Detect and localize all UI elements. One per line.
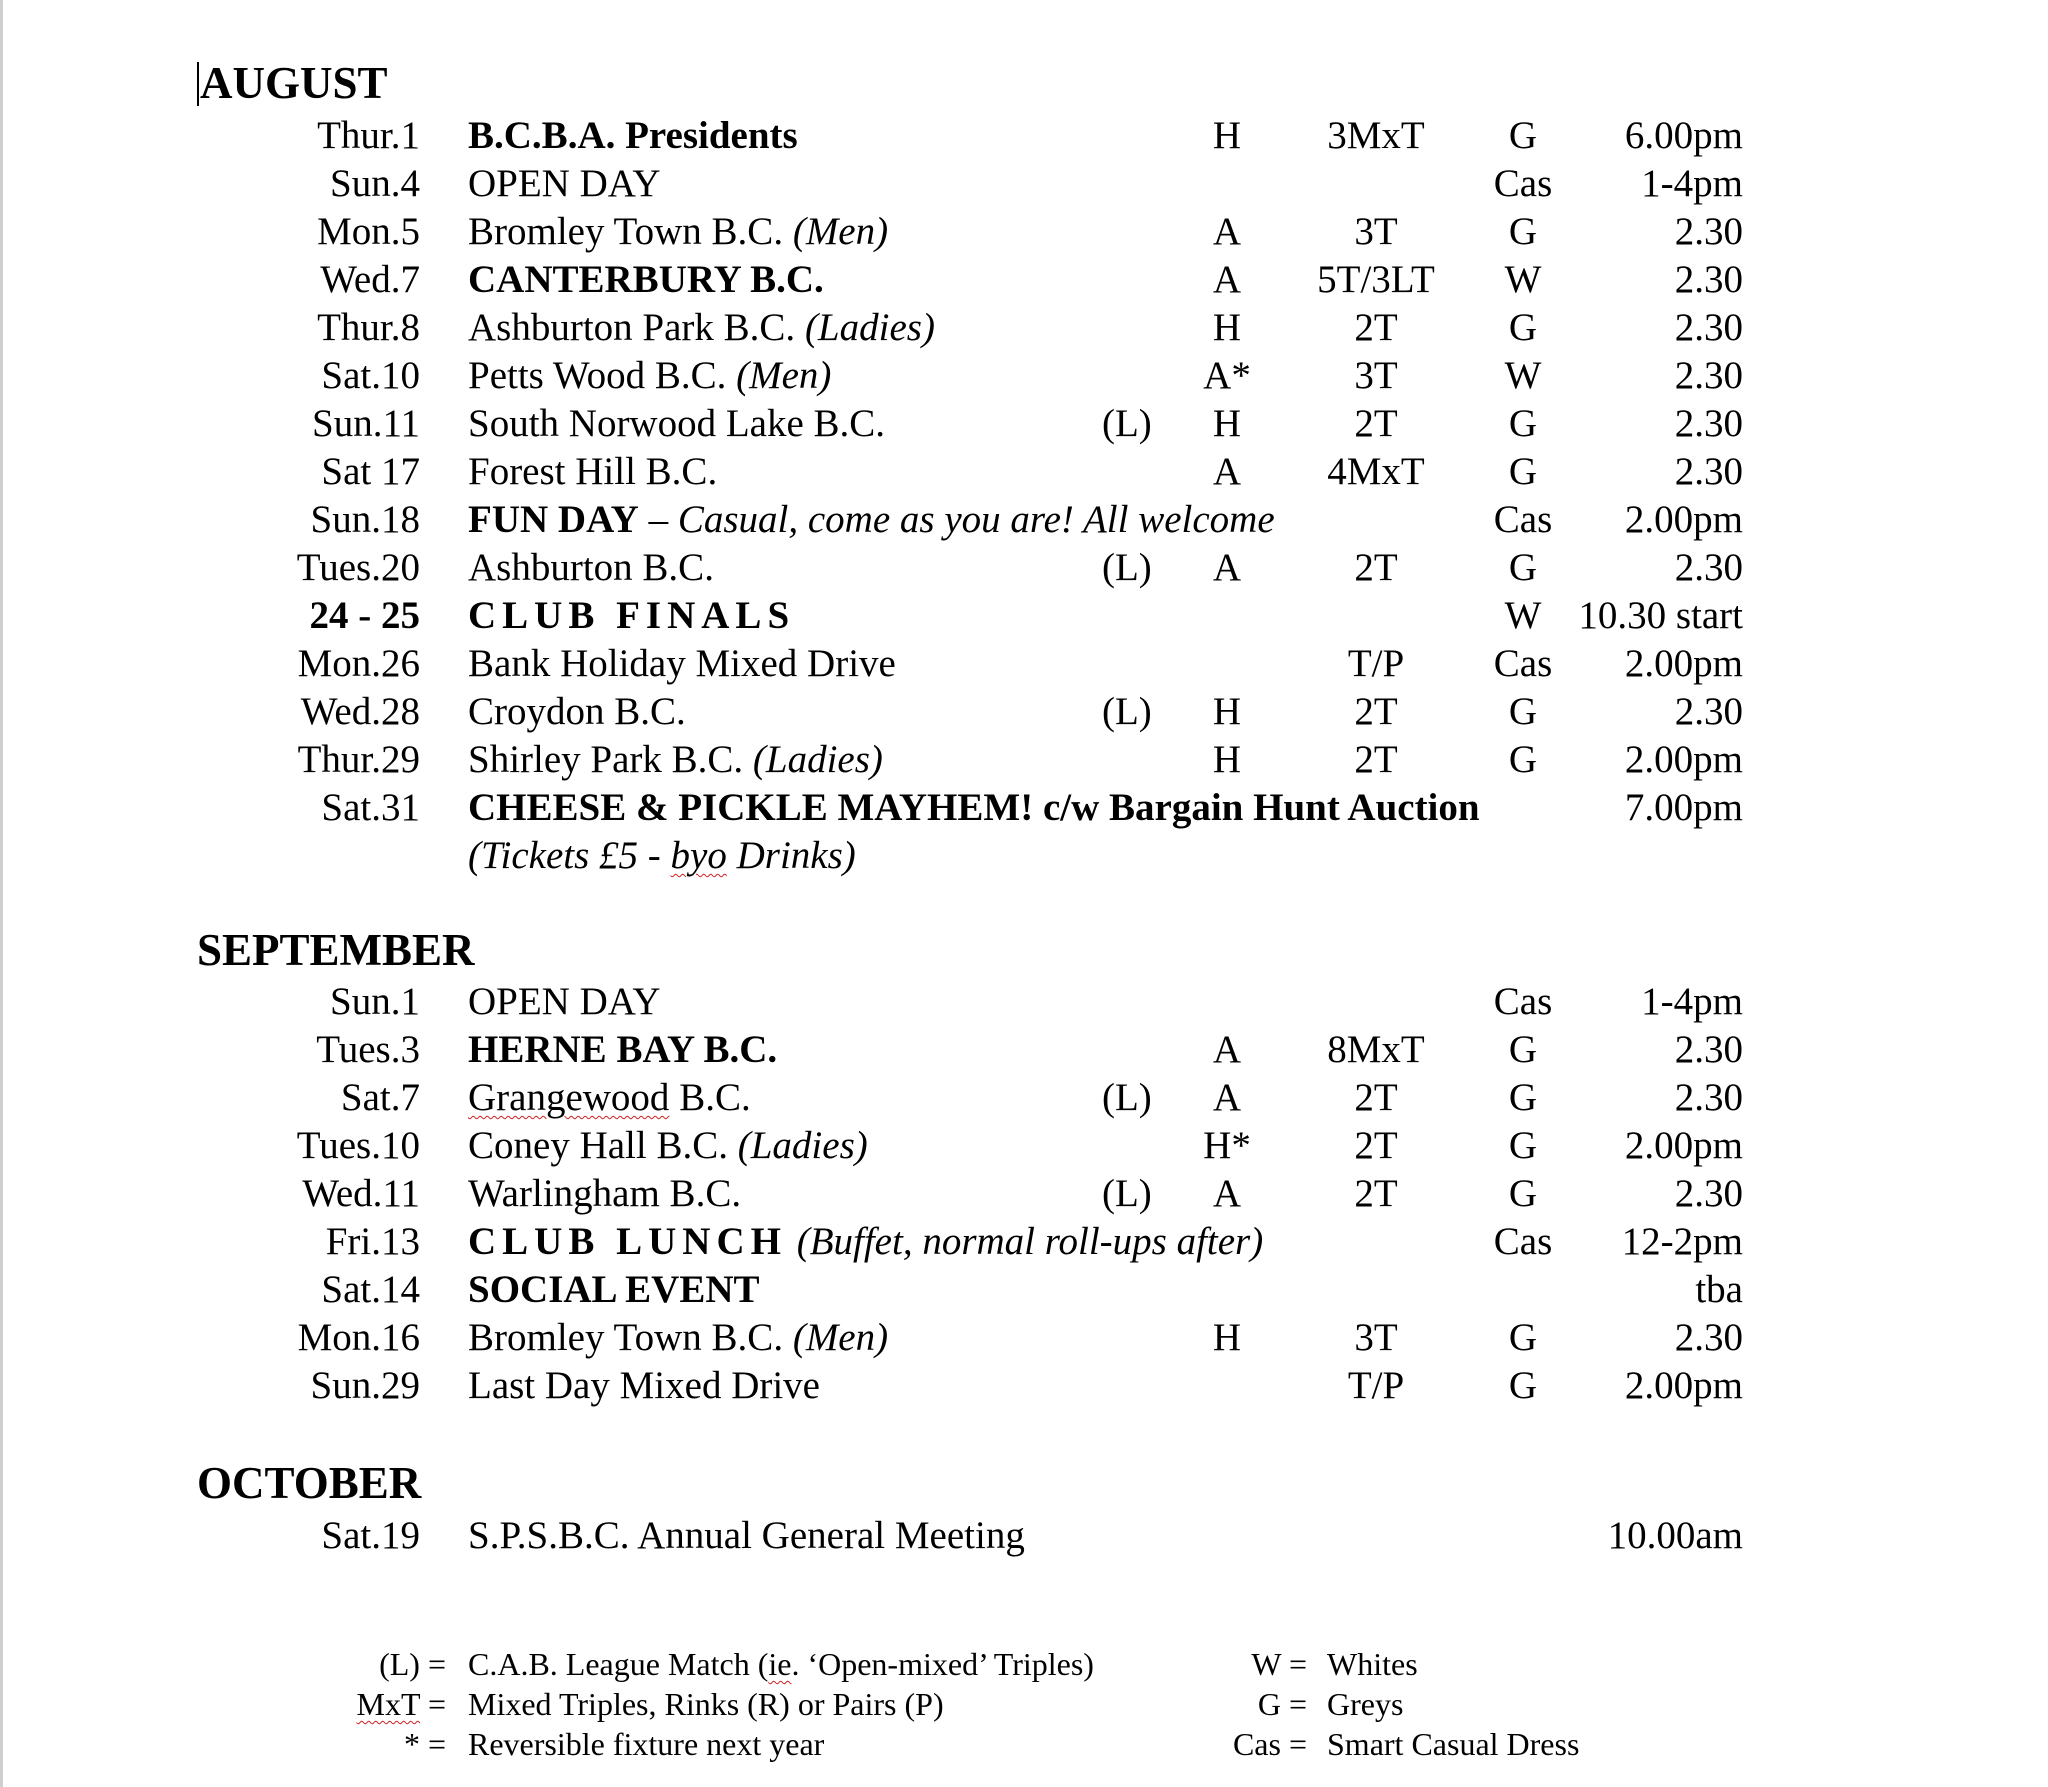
fixture-date: Sun.4 — [330, 162, 420, 205]
fixture-time: 10.00am — [1607, 1514, 1743, 1557]
fixture-event: OPEN DAY — [468, 162, 661, 205]
ticket-note: (Tickets £5 - byo Drinks) — [468, 834, 856, 877]
fixture-date: Mon.5 — [317, 210, 420, 253]
fixture-time: 2.30 — [1674, 258, 1743, 301]
fixture-time: 2.00pm — [1624, 1364, 1743, 1407]
fixture-event: Bromley Town B.C. (Men) — [468, 1316, 889, 1359]
fixture-date: Wed.11 — [302, 1172, 420, 1215]
fixture-event: Ashburton Park B.C. (Ladies) — [468, 306, 935, 349]
month-heading-october: OCTOBER — [197, 1458, 422, 1508]
fixture-event: B.C.B.A. Presidents — [468, 114, 798, 157]
fixture-event: Warlingham B.C. — [468, 1172, 742, 1215]
fixture-time: 6.00pm — [1624, 114, 1743, 157]
fixture-row: Thur.29 Shirley Park B.C. (Ladies) H 2T G 2.00pm — [0, 736, 2048, 784]
fixture-time: 2.30 — [1674, 402, 1743, 445]
league-marker: (L) — [1102, 690, 1152, 733]
fixture-date: Mon.26 — [297, 642, 420, 685]
fixture-row — [0, 1266, 2048, 1314]
key-symbol: MxT = — [356, 1686, 446, 1722]
fixture-time: 2.30 — [1674, 1316, 1743, 1359]
fixture-row: Sat.10 Petts Wood B.C. (Men) A* 3T W 2.30 — [0, 352, 2048, 400]
league-marker: (L) — [1102, 1172, 1152, 1215]
fixture-event: FUN DAY – Casual, come as you are! All welcome — [468, 498, 1275, 541]
fixture-date: Sun.1 — [330, 980, 420, 1023]
fixture-row: Tues.20 Ashburton B.C. (L) A 2T G 2.30 — [0, 544, 2048, 592]
fixture-row: Wed.7 CANTERBURY B.C. A 5T/3LT W 2.30 — [0, 256, 2048, 304]
fixture-row: Sat.7 Grangewood B.C. (L) A 2T G 2.30 — [0, 1074, 2048, 1122]
fixture-event: Petts Wood B.C. (Men) — [468, 354, 832, 397]
fixture-row: Tues.10 Coney Hall B.C. (Ladies) H* 2T G 2.00pm — [0, 1122, 2048, 1170]
key-description: Whites — [1327, 1646, 1418, 1682]
text-cursor — [197, 62, 199, 106]
fixture-time: 2.30 — [1674, 354, 1743, 397]
fixture-event: Last Day Mixed Drive — [468, 1364, 820, 1407]
fixture-time: 2.00pm — [1624, 642, 1743, 685]
fixture-date: Tues.20 — [296, 546, 420, 589]
fixture-row: Mon.16 Bromley Town B.C. (Men) H 3T G 2.30 — [0, 1314, 2048, 1362]
fixture-time: 2.30 — [1674, 690, 1743, 733]
fixture-row: Tues.3 HERNE BAY B.C. A 8MxT G 2.30 — [0, 1026, 2048, 1074]
fixture-note-row — [0, 832, 2048, 880]
fixture-row: 24 - 25 CLUB FINALS W 10.30 start — [0, 592, 2048, 640]
fixture-time: 2.00pm — [1624, 498, 1743, 541]
fixture-event: OPEN DAY — [468, 980, 661, 1023]
fixture-time: 10.30 start — [1578, 594, 1743, 637]
fixture-event: Bromley Town B.C. (Men) — [468, 210, 889, 253]
month-heading-september: SEPTEMBER — [197, 925, 475, 975]
fixture-date: Mon.16 — [297, 1316, 420, 1359]
fixture-event: Forest Hill B.C. — [468, 450, 718, 493]
fixture-row: Sun.1 OPEN DAY Cas 1-4pm — [0, 978, 2048, 1026]
league-marker: (L) — [1102, 402, 1152, 445]
fixture-event: Grangewood B.C. — [468, 1076, 751, 1119]
fixture-event: Coney Hall B.C. (Ladies) — [468, 1124, 868, 1167]
fixture-row: Sun.11 South Norwood Lake B.C. (L) H 2T G 2.30 — [0, 400, 2048, 448]
fixture-row: Sun.29 Last Day Mixed Drive T/P G 2.00pm — [0, 1362, 2048, 1410]
fixture-time: tba — [1695, 1268, 1743, 1311]
fixture-row — [0, 784, 2048, 832]
fixture-date: Sat.10 — [321, 354, 420, 397]
fixture-time: 2.00pm — [1624, 1124, 1743, 1167]
month-heading-august: AUGUST — [197, 58, 388, 108]
fixture-date: Tues.3 — [316, 1028, 420, 1071]
fixture-event: S.P.S.B.C. Annual General Meeting — [468, 1514, 1025, 1557]
fixture-date: Sat.7 — [340, 1076, 420, 1119]
fixture-date: Thur.8 — [317, 306, 420, 349]
fixture-row: Wed.28 Croydon B.C. (L) H 2T G 2.30 — [0, 688, 2048, 736]
key-row — [0, 1684, 2048, 1724]
fixture-time: 12-2pm — [1621, 1220, 1743, 1263]
fixture-date: Fri.13 — [325, 1220, 420, 1263]
fixture-time: 7.00pm — [1624, 786, 1743, 829]
fixture-time: 2.30 — [1674, 1028, 1743, 1071]
fixture-row: Sun.18 FUN DAY – Casual, come as you are! All welcome Cas 2.00pm — [0, 496, 2048, 544]
fixture-date: 24 - 25 — [309, 594, 420, 637]
fixture-time: 2.00pm — [1624, 738, 1743, 781]
fixture-row: Sat 17 Forest Hill B.C. A 4MxT G 2.30 — [0, 448, 2048, 496]
fixture-date: Thur.29 — [297, 738, 420, 781]
fixture-event: South Norwood Lake B.C. — [468, 402, 886, 445]
fixture-date: Sat.14 — [321, 1268, 420, 1311]
fixture-time: 2.30 — [1674, 450, 1743, 493]
fixture-row: Thur.8 Ashburton Park B.C. (Ladies) H 2T G 2.30 — [0, 304, 2048, 352]
fixture-time: 2.30 — [1674, 210, 1743, 253]
league-marker: (L) — [1102, 1076, 1152, 1119]
fixture-row: Mon.5 Bromley Town B.C. (Men) A 3T G 2.30 — [0, 208, 2048, 256]
key-description: Greys — [1327, 1686, 1404, 1722]
key-symbol: (L) = — [379, 1646, 446, 1682]
key-row — [0, 1724, 2048, 1764]
fixture-row: Fri.13 CLUB LUNCH (Buffet, normal roll-ups after) Cas 12-2pm — [0, 1218, 2048, 1266]
key-symbol: G = — [1257, 1686, 1307, 1722]
key-description: Smart Casual Dress — [1327, 1726, 1580, 1762]
fixture-date: Sun.29 — [310, 1364, 420, 1407]
fixture-row: Wed.11 Warlingham B.C. (L) A 2T G 2.30 — [0, 1170, 2048, 1218]
fixture-event: CLUB LUNCH (Buffet, normal roll-ups after) — [468, 1220, 1264, 1263]
fixture-event: Ashburton B.C. — [468, 546, 714, 589]
fixture-event: HERNE BAY B.C. — [468, 1028, 778, 1071]
key-description: Mixed Triples, Rinks (R) or Pairs (P) — [468, 1686, 944, 1722]
key-symbol: W = — [1251, 1646, 1307, 1682]
fixture-date: Sat.31 — [321, 786, 420, 829]
fixture-time: 2.30 — [1674, 546, 1743, 589]
fixture-event: SOCIAL EVENT — [468, 1268, 760, 1311]
fixture-date: Sat.19 — [321, 1514, 420, 1557]
fixture-time: 1-4pm — [1641, 980, 1743, 1023]
fixture-date: Sat 17 — [321, 450, 420, 493]
fixture-event: Shirley Park B.C. (Ladies) — [468, 738, 883, 781]
fixture-row — [0, 1512, 2048, 1560]
league-marker: (L) — [1102, 546, 1152, 589]
key-row — [0, 1644, 2048, 1684]
fixture-date: Thur.1 — [317, 114, 420, 157]
fixture-time: 1-4pm — [1641, 162, 1743, 205]
fixture-time: 2.30 — [1674, 1172, 1743, 1215]
fixture-event: CLUB FINALS — [468, 594, 796, 637]
fixture-time: 2.30 — [1674, 306, 1743, 349]
fixture-row: Mon.26 Bank Holiday Mixed Drive T/P Cas 2.00pm — [0, 640, 2048, 688]
fixture-row: Sun.4 OPEN DAY Cas 1-4pm — [0, 160, 2048, 208]
fixture-event: CHEESE & PICKLE MAYHEM! c/w Bargain Hunt Auction — [468, 786, 1480, 829]
fixture-date: Wed.7 — [320, 258, 420, 301]
fixture-date: Sun.18 — [310, 498, 420, 541]
fixture-event: Bank Holiday Mixed Drive — [468, 642, 896, 685]
key-description: Reversible fixture next year — [468, 1726, 825, 1762]
key-symbol: * = — [403, 1726, 446, 1762]
fixture-event: CANTERBURY B.C. — [468, 258, 824, 301]
fixture-time: 2.30 — [1674, 1076, 1743, 1119]
fixture-event: Croydon B.C. — [468, 690, 686, 733]
fixture-date: Tues.10 — [296, 1124, 420, 1167]
key-symbol: Cas = — [1232, 1726, 1307, 1762]
fixture-date: Sun.11 — [312, 402, 420, 445]
fixture-date: Wed.28 — [300, 690, 420, 733]
fixture-row: Thur.1 B.C.B.A. Presidents H 3MxT G 6.00pm — [0, 112, 2048, 160]
key-description: C.A.B. League Match (ie. ‘Open-mixed’ Triples) — [468, 1646, 1094, 1682]
